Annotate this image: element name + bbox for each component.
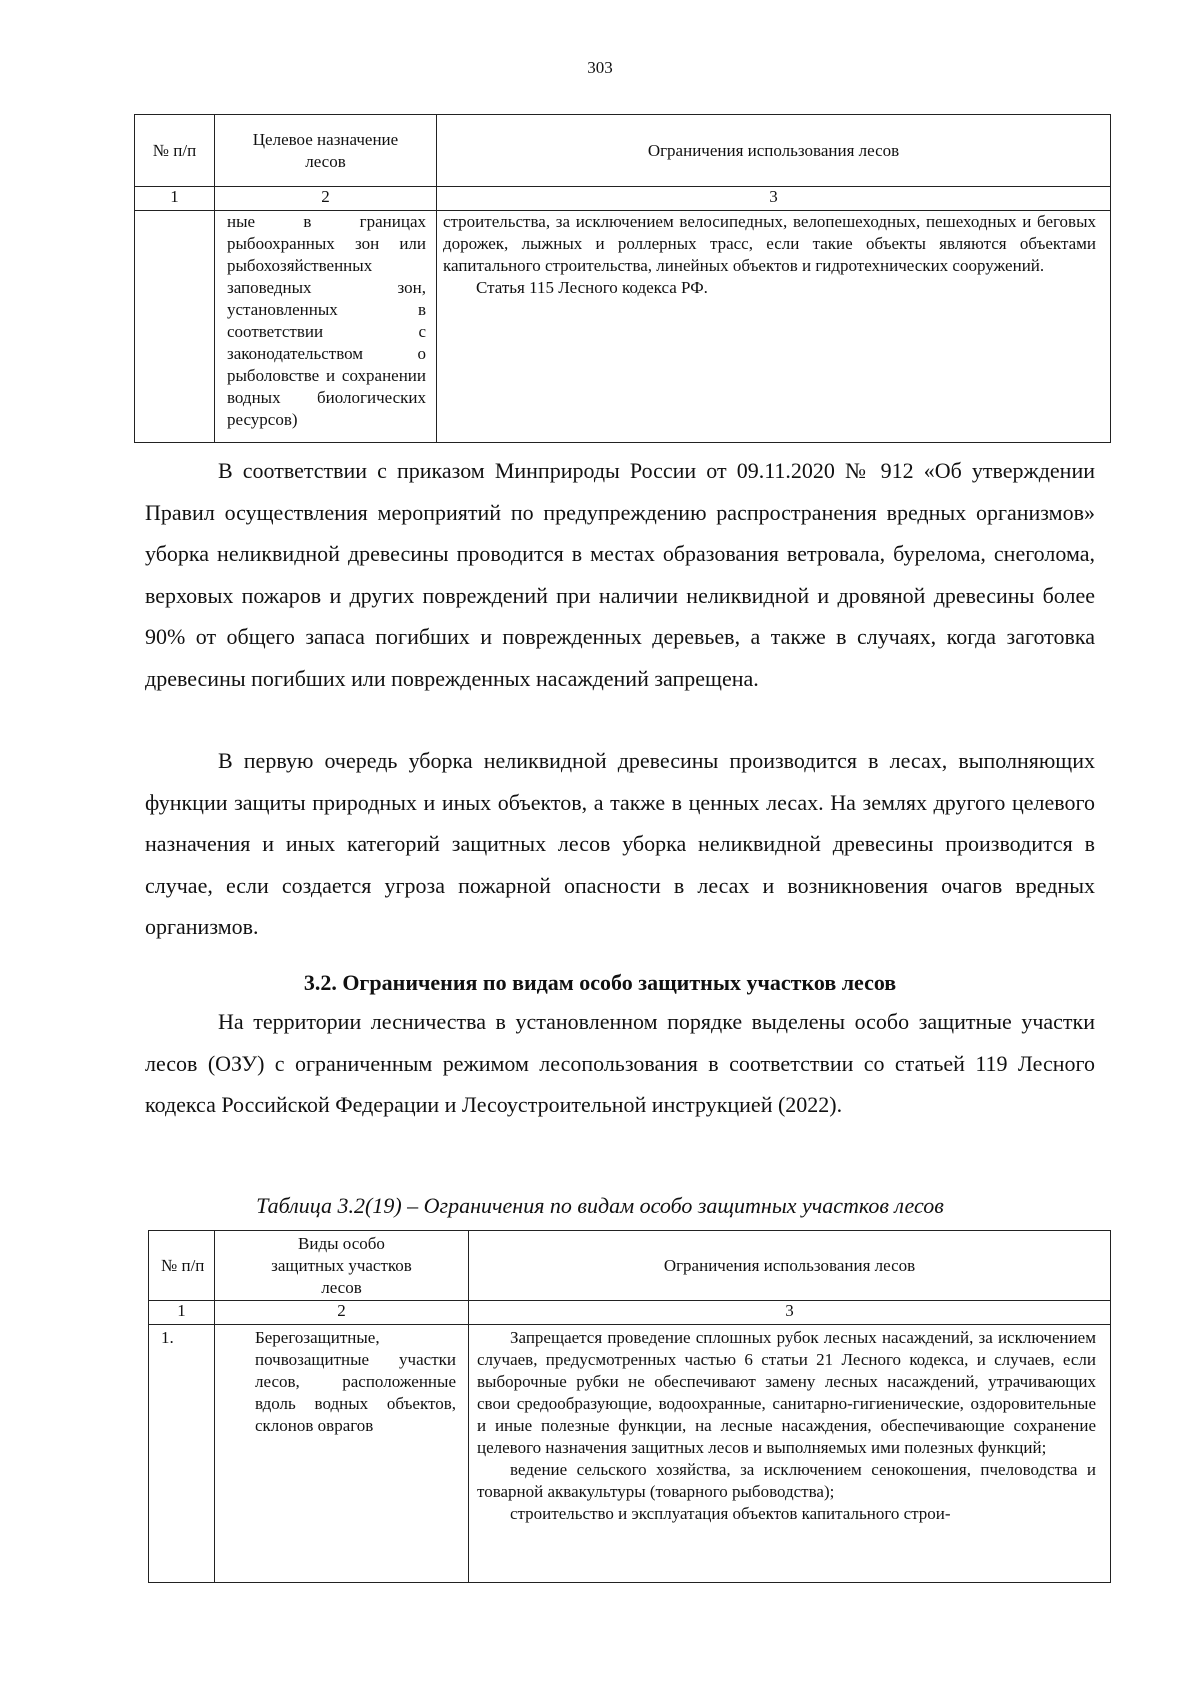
row-number-cell bbox=[135, 211, 215, 443]
paragraph-1: В соответствии с приказом Минприроды России от 09.11.2020 № 912 «Об утверждении Правил осуществления мероприятий по предупреждению распространения вредных организмов» уборка неликвидной древесины проводится в местах образования ветровала, бурелома, снеголома, верховых пожаров и других повреждений при наличии неликвидной и дровяной древесины более 90% от общего запаса погибших и поврежденных деревьев, а также в случаях, когда заготовка древесины погибших или поврежденных насаждений запрещена. bbox=[145, 458, 1095, 691]
section-heading: 3.2. Ограничения по видам особо защитных участков лесов bbox=[303, 970, 897, 995]
section-paragraph: На территории лесничества в установленном порядке выделены особо защитные участки лесов (ОЗУ) с ограниченным режимом лесопользования в соответствии со статьей 119 Лесного кодекса Российской Федерации и Лесоустроительной инструкцией (2022). bbox=[145, 1009, 1095, 1117]
purpose-cell: ные в границах рыбоохранных зон или рыбохозяйственных заповедных зон, установленных в соответствии с законодательством о рыболовстве и сохранении водных биологических ресурсов) bbox=[215, 211, 437, 443]
header-purpose: Целевое назначение лесов bbox=[215, 115, 437, 187]
restriction-text: строительства, за исключением велосипедных, велопешеходных, пешеходных и беговых дорожек, лыжных и роллерных трасс, если такие объекты являются объектами капитального строительства, линейных объектов и гидротехнических сооружений. bbox=[443, 212, 1096, 275]
col-number-2: 2 bbox=[215, 1301, 469, 1325]
restrictions-table-continued bbox=[134, 114, 1111, 443]
col-number-1: 1 bbox=[135, 187, 215, 211]
col-number-2: 2 bbox=[215, 187, 437, 211]
header-restrictions: Ограничения использования лесов bbox=[437, 115, 1111, 187]
page-number: 303 bbox=[587, 58, 613, 77]
header-number: № п/п bbox=[149, 1231, 215, 1301]
header-number: № п/п bbox=[135, 115, 215, 187]
col-number-1: 1 bbox=[149, 1301, 215, 1325]
ozu-type-cell: Берегозащитные, почвозащитные участки лесов, расположенные вдоль водных объектов, склонов оврагов bbox=[215, 1325, 469, 1583]
restriction-item-1: Запрещается проведение сплошных рубок лесных насаждений, за исключением случаев, предусмотренных частью 6 статьи 21 Лесного кодекса, и случаев, если выборочные рубки не обеспечивают замену лесных насаждений, утрачивающих свои средообразующие, водоохранные, санитарно-гигиенические, оздоровительные и иные полезные функции, на лесные насаждения, обеспечивающие сохранение целевого назначения защитных лесов и выполняемых ими полезных функций; bbox=[477, 1328, 1096, 1457]
paragraph-2: В первую очередь уборка неликвидной древесины производится в лесах, выполняющих функции защиты природных и иных объектов, а также в ценных лесах. На землях другого целевого назначения и иных категорий защитных лесов уборка неликвидной древесины производится в случае, если создается угроза пожарной опасности в лесах и возникновения очагов вредных организмов. bbox=[145, 748, 1095, 939]
law-reference: Статья 115 Лесного кодекса РФ. bbox=[476, 278, 708, 297]
row-number-cell: 1. bbox=[149, 1325, 215, 1583]
restriction-item-2: ведение сельского хозяйства, за исключением сенокошения, пчеловодства и товарной аквакультуры (товарного рыбоводства); bbox=[477, 1460, 1096, 1501]
table-caption: Таблица 3.2(19) – Ограничения по видам особо защитных участков лесов bbox=[256, 1193, 944, 1218]
restriction-item-3: строительство и эксплуатация объектов капитального строи- bbox=[510, 1504, 951, 1523]
col-number-3: 3 bbox=[437, 187, 1111, 211]
col-number-3: 3 bbox=[469, 1301, 1111, 1325]
header-ozu-types: Виды особо защитных участков лесов bbox=[215, 1231, 469, 1301]
restrictions-cell bbox=[437, 211, 1111, 443]
header-restrictions: Ограничения использования лесов bbox=[469, 1231, 1111, 1301]
restrictions-cell bbox=[469, 1325, 1111, 1583]
ozu-restrictions-table bbox=[148, 1230, 1111, 1583]
